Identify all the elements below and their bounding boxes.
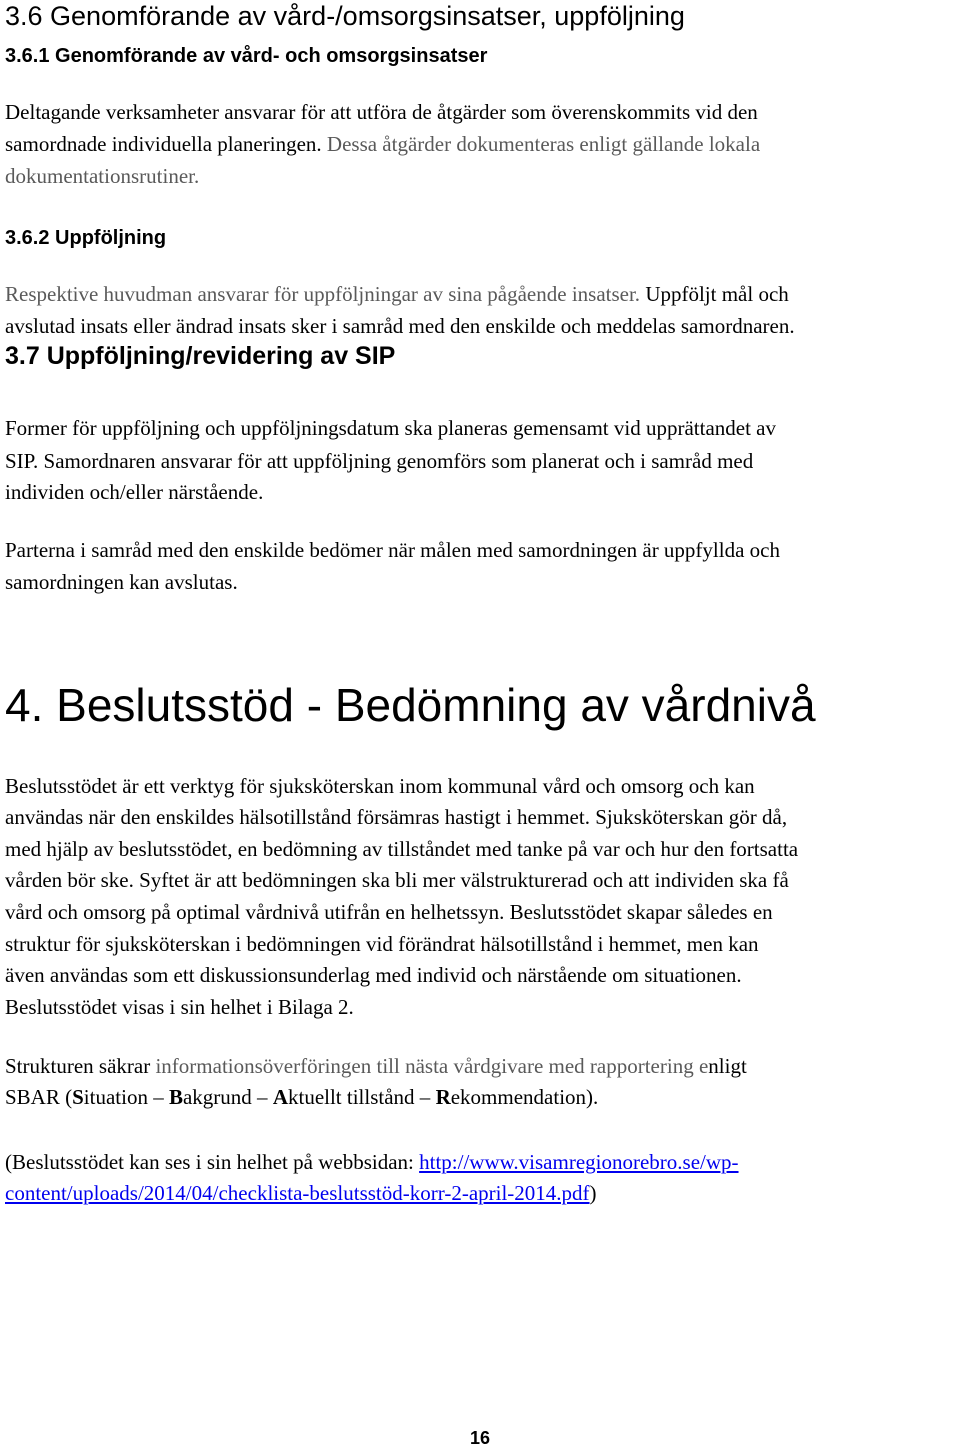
- paragraph-line: Beslutsstödet är ett verktyg för sjuksköterskan inom kommunal vård och omsorg och kan: [5, 774, 755, 798]
- chapter-4-heading: 4. Beslutsstöd - Bedömning av vårdnivå: [5, 679, 816, 731]
- paragraph-line: samordnade individuella planeringen. Dessa åtgärder dokumenteras enligt gällande lokala: [5, 132, 761, 156]
- paragraph-line: vård och omsorg på optimal vårdnivå utifrån en helhetssyn. Beslutsstödet skapar således en: [5, 900, 773, 924]
- section-3-6-2-heading: 3.6.2 Uppföljning: [5, 227, 167, 249]
- paragraph-line: Respektive huvudman ansvarar för uppföljningar av sina pågående insatser. Uppföljt mål och: [5, 282, 789, 306]
- paragraph-line: individen och/eller närstående.: [5, 480, 264, 504]
- section-3-7-heading: 3.7 Uppföljning/revidering av SIP: [5, 342, 396, 370]
- reference-line-1: (Beslutsstödet kan ses i sin helhet på webbsidan: http://www.visamregionorebro.se/wp-: [5, 1150, 739, 1174]
- page-number: 16: [470, 1428, 491, 1448]
- paragraph-line: användas när den enskildes hälsotillstånd försämras hastigt i hemmet. Sjuksköterskan gör då,: [5, 805, 788, 829]
- beslutsstod-link-continued[interactable]: content/uploads/2014/04/checklista-beslutsstöd-korr-2-april-2014.pdf: [5, 1181, 590, 1205]
- paragraph-line: avslutad insats eller ändrad insats sker i samråd med den enskilde och meddelas samordnaren.: [5, 314, 795, 338]
- sbar-line-2: SBAR (Situation – Bakgrund – Aktuellt tillstånd – Rekommendation).: [5, 1085, 599, 1109]
- section-3-6-1-heading: 3.6.1 Genomförande av vård- och omsorgsinsatser: [5, 45, 488, 67]
- paragraph-line: även användas som ett diskussionsunderlag med individ och närstående om situationen.: [5, 963, 742, 987]
- paragraph-line: Former för uppföljning och uppföljningsdatum ska planeras gemensamt vid upprättandet av: [5, 416, 776, 440]
- reference-line-2: content/uploads/2014/04/checklista-beslutsstöd-korr-2-april-2014.pdf): [5, 1181, 597, 1205]
- paragraph-line: samordningen kan avslutas.: [5, 570, 238, 594]
- paragraph-line: Parterna i samråd med den enskilde bedömer när målen med samordningen är uppfyllda och: [5, 538, 780, 562]
- paragraph-line: SIP. Samordnaren ansvarar för att uppföljning genomförs som planerat och i samråd med: [5, 449, 754, 473]
- sbar-line-1: Strukturen säkrar informationsöverföringen till nästa vårdgivare med rapportering enligt: [5, 1054, 747, 1078]
- beslutsstod-link[interactable]: http://www.visamregionorebro.se/wp-: [419, 1150, 739, 1174]
- paragraph-line: struktur för sjuksköterskan i bedömningen vid förändrat hälsotillstånd i hemmet, men kan: [5, 932, 759, 956]
- section-3-6-heading: 3.6 Genomförande av vård-/omsorgsinsatser, uppföljning: [5, 1, 685, 31]
- paragraph-line: Deltagande verksamheter ansvarar för att utföra de åtgärder som överenskommits vid den: [5, 100, 758, 124]
- paragraph-line: Beslutsstödet visas i sin helhet i Bilaga 2.: [5, 995, 354, 1019]
- paragraph-line: med hjälp av beslutsstödet, en bedömning av tillståndet med tanke på var och hur den fortsatta: [5, 837, 799, 861]
- paragraph-line: vården bör ske. Syftet är att bedömningen ska bli mer välstrukturerad och att individen ska få: [5, 868, 789, 892]
- paragraph-line: dokumentationsrutiner.: [5, 164, 200, 188]
